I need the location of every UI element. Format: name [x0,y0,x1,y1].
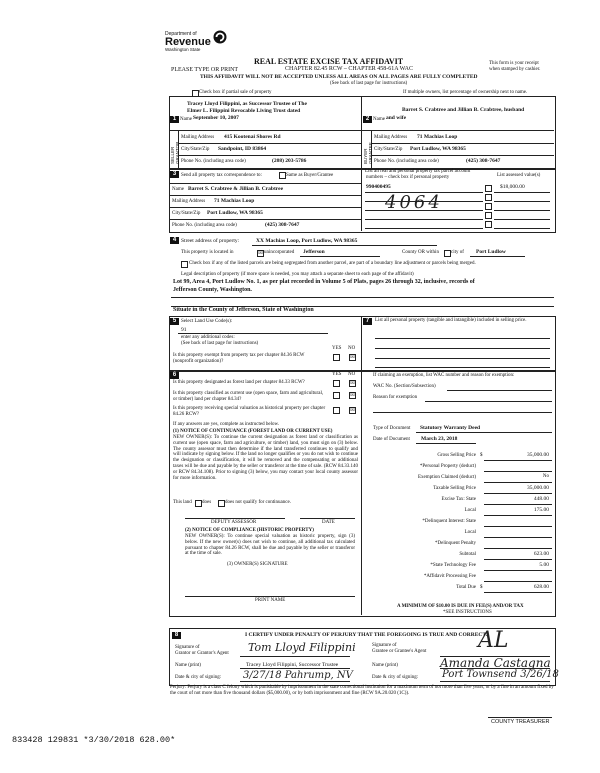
seller-mailing-label: Mailing Address [181,135,215,140]
seller-phone-label: Phone No. (including area code) [181,159,246,164]
notice-compliance-title: (2) NOTICE OF COMPLIANCE (HISTORIC PROPERTY) [185,528,314,533]
receipt-note-2: when stamped by cashier. [489,67,541,72]
doc-date: March 23, 2018 [421,436,458,442]
multiple-owners-label: If multiple owners, list percentage of ownership next to name. [403,90,528,95]
legal-description-2: Jefferson County, Washington. [173,287,252,293]
form-warning: THIS AFFIDAVIT WILL NOT BE ACCEPTED UNLESS ALL AREAS ON ALL PAGES ARE FULLY COMPLETED [200,74,478,80]
grantee-date-city: Port Townsend 3/26/18 [442,669,559,680]
s5-see-back: (See back of last page for instructions) [181,341,259,346]
dept-line1: Department of [165,31,197,37]
exempt-question: Is this property exempt from property tax per chapter 84.36 RCW (nonprofit organization)? [173,353,305,364]
property-city: Port Ludlow [476,249,506,255]
doc-date-label: Date of Document [373,437,410,442]
buyer-name-label: Name [373,117,385,122]
parcel-pp-checkbox-2[interactable] [485,194,492,201]
buyer-mailing-label: Mailing Address [374,135,408,140]
minimum-fee-note: A MINIMUM OF $10.00 IS DUE IN FEE(S) AND/OR TAX [397,604,524,609]
historic-question: Is this property receiving special valuation as historical property per chapter 84.26 RCW? [173,406,326,417]
parcel-number: 990400495 [366,184,391,190]
tax-row-label: Local [464,530,476,535]
dor-logo-icon [213,30,227,44]
historic-yes-checkbox[interactable] [333,407,340,414]
s3-mailing: 71 Machias Loop [214,198,255,204]
buyer-phone: (425) 308-7647 [466,158,501,164]
parcel-pp-checkbox-1[interactable] [485,185,492,192]
handwritten-number: 4064 [385,192,443,213]
tax-row-value: 35,000.00 [527,452,549,458]
s5-yes-label: YES [332,346,342,351]
buyer-name-1: Barret S. Crabtree and Jillian B. Crabtree, husband [402,107,525,113]
section-3-badge: 3 [170,171,179,178]
grantee-print-label: Name (print) [372,663,398,668]
section-7-badge: 7 [363,318,372,325]
s3-phone-label: Phone No. (including area code) [172,223,237,228]
s3-name: Barret S. Crabtree & Jillian B. Crabtree [188,186,284,192]
segregated-checkbox[interactable] [181,261,188,268]
see-back: (See back of last page for instructions) [330,81,408,86]
land-use-code: 91 [181,327,187,333]
print-name-label: PRINT NAME [255,598,286,603]
seller-name-label: Name [180,117,192,122]
notice-continuance-body: NEW OWNER(S): To continue the current designation as forest land or classification as current use (open space, farm and agriculture, or timber) land, you must sign on (3) below. The county assessor must then determine if the land transferred continues to qualify and will indicate by signing below. If the land no longer qualifies or you do not wish to continue the designation or classification, it will be removed and the compensating or additional taxes will be due and payable by the seller or transferor at the time of sale. (RCW 84.33.140 or RCW 84.34.108). Prior to signing (3) below, you may contact your local county assessor for more information. [173,435,358,481]
buyer-city-label: City/State/Zip [374,147,403,152]
current-use-yes-checkbox[interactable] [333,392,340,399]
section-2-badge: 2 [363,116,372,123]
please-type: PLEASE TYPE OR PRINT [171,67,239,73]
this-land-label: This land [173,500,192,505]
notice-compliance-body: NEW OWNER(S): To continue special valuation as historic property, sign (3) below. If the new owner(s) does not wish to continue, all additional tax calculated pursuant to chapter 84.26 RCW, shall be due and payable by the seller or transferor at the time of sale. [185,534,355,557]
wac-label: WAC No. (Section/Subsection) [373,384,436,389]
tax-row-label: *Delinquent Penalty [435,541,476,546]
seller-mailing: 415 Kootenai Shores Rd [224,134,281,140]
exemption-no-note: No [542,474,549,479]
does-not-checkbox[interactable] [218,500,225,507]
county-label: County OR within [402,250,439,255]
section-5-badge: 5 [170,318,179,325]
grantee-print-name: Amanda Castagna [440,656,551,670]
current-use-question: Is this property classified as current use (open space, farm and agricultural, or timber) land per chapter 84.34? [173,391,324,402]
s3-city-label: City/State/Zip [172,211,201,216]
assessed-label: List assessed value(s) [497,173,541,178]
seller-name-3: September 10, 2007 [193,115,239,121]
grantor-print-name: Tracey Lloyd Filippini, Successor Trustee [246,662,339,668]
tax-row-label: Exemption Claimed (deduct) [417,475,476,480]
grantor-sig-label-2: Grantor or Grantor's Agent [175,651,229,656]
same-as-buyer-checkbox[interactable] [279,172,286,179]
tax-row-value: 628.00 [533,584,549,590]
does-checkbox[interactable] [195,500,202,507]
seller-name-2: Elmer L. Filippini Revocable Living Trust dated [187,108,301,114]
situate-line: Situate in the County of Jefferson, State of Washington [173,307,314,313]
dor-logo [165,31,211,52]
parcel-list-label-1: List all real and personal property tax parcel account [365,169,471,174]
county-name: Jefferson [303,249,325,255]
see-instructions-note: *SEE INSTRUCTIONS [443,610,492,615]
tax-row-value: 448.00 [533,496,549,502]
exempt-no-checkbox[interactable]: ☒ [350,355,355,360]
tax-row-label: *Affidavit Processing Fee [423,574,476,579]
dept-line3: Washington State [165,47,201,52]
s3-name-label: Name [172,187,184,192]
send-correspondence-label: Send all property tax correspondence to: [181,173,262,178]
deputy-assessor-label: DEPUTY ASSESSOR [211,520,257,525]
city-of-label: city of [451,250,464,255]
county-treasurer-label: COUNTY TREASURER [491,719,550,725]
grantee-date-label: Date & city of signing: [372,675,419,680]
assessor-date-label: DATE [322,520,335,525]
notice-continuance-title: (1) NOTICE OF CONTINUANCE (FOREST LAND OR CURRENT USE) [173,429,333,434]
owner-signature-label: (3) OWNER(S) SIGNATURE [227,562,288,567]
unincorporated-label: unincorporated [264,250,295,255]
grantee-signature: AL [478,628,509,653]
seller-phone: (208) 203-5786 [272,158,307,164]
seller-city-label: City/State/Zip [181,147,210,152]
grantee-sig-label-1: Signature of [372,643,397,648]
tax-row-label: Excise Tax: State [441,497,476,502]
partial-sale-label: Check box if partial sale of property [199,90,272,95]
does-not-label: does not qualify for continuance. [225,500,291,505]
section-4-badge: 4 [170,237,179,244]
land-use-label: Select Land Use Code(s): [181,319,233,324]
receipt-note-1: This form is your receipt [489,61,539,66]
seller-city: Sandpoint, ID 83864 [218,146,267,152]
legal-description-1: Lot 99, Area 4, Port Ludlow No. 1, as per plat recorded in Volume 5 of Plats, pages 26 through 32, inclusive, records of [173,279,475,285]
tax-row-label: Gross Selling Price [437,453,476,458]
buyer-city: Port Ludlow, WA 98365 [410,146,466,152]
legal-label: Legal description of property (if more space is needed, you may attach a separate sheet to each page of the affidavit) [181,272,414,277]
s3-city: Port Ludlow, WA 98365 [207,210,263,216]
assessed-value: $18,000.00 [500,184,525,190]
grantee-sig-label-2: Grantee or Grantee's Agent [372,649,427,654]
tax-row-currency: $ [480,585,483,590]
buyer-side-label: BUYER GRANTEE [363,142,373,164]
segregated-label: Check box if any of the listed parcels are being segregated from another parcel, are part of a boundary line adjustment or parcels being merged. [189,261,476,266]
doc-type: Statutory Warranty Deed [420,425,481,431]
seller-side-label: SELLER GRANTOR [170,141,180,164]
buyer-mailing: 71 Machias Loop [417,134,458,140]
form-title: REAL ESTATE EXCISE TAX AFFIDAVIT [254,57,404,66]
reason-label: Reason for exemption [373,395,418,400]
tax-row-label: *Personal Property (deduct) [419,464,476,469]
tax-row-value: 5.00 [539,562,549,568]
if-yes-label: If any answers are yes, complete as instructed below. [173,422,280,427]
payment-stamp: 833428 129831 *3/30/2018 628.00* [12,735,176,745]
certify-statement: I CERTIFY UNDER PENALTY OF PERJURY THAT THE FOREGOING IS TRUE AND CORRECT. [245,632,488,638]
forest-no-checkbox[interactable]: ☒ [350,381,355,386]
section-6-badge: 6 [170,372,179,379]
parcel-pp-checkbox-3[interactable] [485,203,492,210]
grantor-signature: Tom Lloyd Filippini [248,641,356,654]
seller-name-1: Tracey Lloyd Filippini, as Successor Trustee of The [187,101,307,107]
same-as-buyer-label: Same as Buyer/Grantee [286,173,334,178]
section-1-badge: 1 [170,116,179,123]
buyer-phone-label: Phone No. (including area code) [374,159,439,164]
grantor-date-city: 3/27/18 Pahrump, NV [243,670,353,681]
perjury-notice: Perjury: Perjury is a class C felony which is punishable by imprisonment in the state correctional institution for a maximum term of not more than five years, or by a fine in an amount fixed by the court of not more than five thousand dollars ($5,000.00), or by both imprisonment and fine (RCW 9A.20.020 (1C)). [170,685,554,696]
dept-line2: Revenue [165,36,211,48]
grantor-print-label: Name (print) [175,663,201,668]
forest-yes-checkbox[interactable] [333,380,340,387]
grantor-sig-label-1: Signature of [175,645,200,650]
grantor-date-label: Date & city of signing: [175,675,222,680]
doc-type-label: Type of Document [373,426,411,431]
form-subtitle: CHAPTER 82.45 RCW – CHAPTER 458-61A WAC [285,66,413,72]
does-label: does [202,500,212,505]
tax-row-label: Taxable Selling Price [433,486,476,491]
s5-no-label: NO [348,346,356,351]
tax-row-value: 35,000.00 [527,485,549,491]
exemption-label: If claiming an exemption, list WAC number and reason for exemption: [373,373,515,378]
parcel-list-label-2: numbers – check box if personal property [366,175,450,180]
located-label: This property is located in [181,250,234,255]
parcel-pp-checkbox-4[interactable] [485,212,492,219]
tax-row-label: Subtotal [459,552,476,557]
historic-no-checkbox[interactable]: ☒ [350,408,355,413]
tax-row-currency: $ [480,453,483,458]
s3-mailing-label: Mailing Address [172,199,206,204]
street-address: XX Machias Loop, Port Ludlow, WA 98365 [256,238,358,244]
exempt-yes-checkbox[interactable] [333,354,340,361]
s6-yes-label: YES [332,372,342,377]
s6-no-label: NO [348,372,356,377]
tax-row-label: *State Technology Fee [430,563,476,568]
section-8-badge: 8 [172,632,181,639]
additional-codes-label: enter any additional codes: [181,335,235,340]
tax-row-value: 623.00 [533,551,549,557]
s3-phone: (425) 308-7647 [265,222,300,228]
tax-row-label: Total Due [456,585,476,590]
street-label: Street address of property: [181,238,240,244]
current-use-no-checkbox[interactable]: ☒ [350,393,355,398]
tax-row-label: Local [464,508,476,513]
tax-row-value: 175.00 [533,507,549,513]
city-of-checkbox[interactable] [444,250,451,257]
parcel-pp-checkbox-5[interactable] [485,221,492,228]
buyer-name-2: and wife [386,115,407,121]
tax-row-label: *Delinquent Interest: State [422,519,476,524]
forest-land-question: Is this property designated as forest land per chapter 84.33 RCW? [173,380,305,385]
personal-property-label: List all personal property (tangible and intangible) included in selling price. [375,318,527,323]
unincorporated-checkbox[interactable]: ☒ [258,251,263,256]
